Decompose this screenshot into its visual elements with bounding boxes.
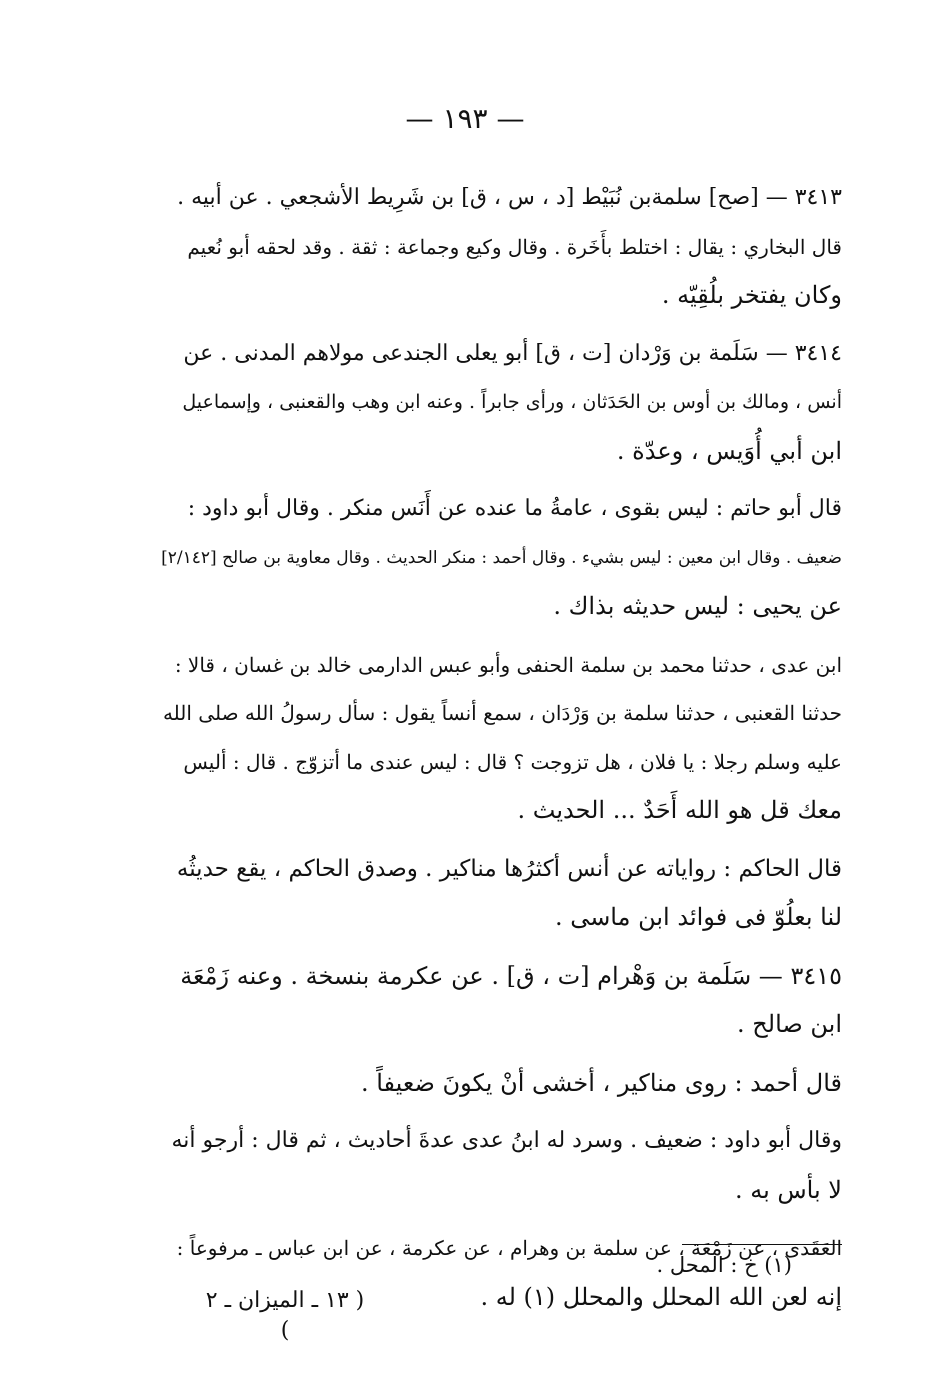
text-line: قال البخاري : يقال : اختلط بأَخَرة . وقال وكيع وجماعة : ثقة . وقد لحقه أبو نُعيم — [187, 234, 842, 259]
text-line: ابن أبي أُوَيس ، وعدّة . — [616, 436, 842, 465]
text-line: وقال أبو داود : ضعيف . وسرد له ابنُ عدى عدةَ أحاديث ، ثم قال : أرجو أنه — [171, 1128, 842, 1153]
text-line: ضعيف . وقال ابن معين : ليس بشيء . وقال أحمد : منكر الحديث . وقال معاوية بن صالح [٢/١٤٢] — [161, 547, 842, 568]
paragraph-abu-hatim — [160, 485, 842, 631]
text-line: عن يحيى : ليس حديثه بذاك . — [553, 592, 842, 620]
printer-signature: ( ١٣ ـ الميزان ـ ٢ ) — [205, 1288, 365, 1343]
footnote: (١) خ : المحل . — [656, 1253, 792, 1277]
page-body — [160, 170, 842, 1331]
entry-3414 — [160, 330, 842, 476]
text-line: أنس ، ومالك بن أوس بن الحَدَثان ، ورأى جابراً . وعنه ابن وهب والقعنبى ، وإسماعيل — [182, 391, 842, 413]
text-line: ابن صالح . — [737, 1010, 842, 1038]
text-line: قال الحاكم : رواياته عن أنس أكثرُها مناكير . وصدق الحاكم ، يقع حديثُه — [176, 855, 842, 882]
paragraph-al-hakim — [160, 845, 842, 942]
text-line: حدثنا القعنبى ، حدثنا سلمة بن وَرْدَان ، سمع أنساً يقول : سأل رسولُ الله صلى الله — [162, 701, 842, 725]
paragraph-abu-dawud — [160, 1117, 842, 1214]
text-line: معك قل هو الله أَحَدٌ ... الحديث . — [517, 796, 842, 824]
paragraph-ahmad — [160, 1059, 842, 1108]
text-line: إنه لعن الله المحلل والمحلل (١) له . — [480, 1282, 842, 1311]
entry-3413 — [160, 174, 842, 320]
text-line: ٣٤١٣ — [صح] سلمةبن نُبَيْط [د ، س ، ق] بن شَرِيط الأشجعي . عن أبيه . — [177, 185, 842, 210]
text-line: عليه وسلم رجلا : يا فلان ، هل تزوجت ؟ قال : ليس عندى ما أتزوّج . قال : أليس — [183, 749, 842, 774]
text-line: العَقَدى ، عن زَمْعَة ، عن سلمة بن وهرام ، عن عكرمة ، عن ابن عباس ـ مرفوعاً : — [176, 1236, 842, 1260]
text-line: ٣٤١٥ — سَلَمة بن وَهْرام [ت ، ق] . عن عكرمة بنسخة . وعنه زَمْعَة — [180, 961, 842, 990]
text-line: قال أبو حاتم : ليس بقوى ، عامةُ ما عنده عن أَنَس منكر . وقال أبو داود : — [187, 496, 842, 521]
page-number: — ١٩٣ — — [405, 102, 525, 135]
entry-3415 — [160, 952, 842, 1049]
text-line: وكان يفتخر بلُقِيّه . — [661, 281, 842, 309]
footnote-divider — [682, 1244, 842, 1245]
text-line: ابن عدى ، حدثنا محمد بن سلمة الحنفى وأبو عبس الدارمى خالد بن غسان ، قالا : — [174, 652, 842, 677]
text-line: قال أحمد : روى مناكير ، أخشى أنْ يكونَ ضعيفاً . — [360, 1068, 842, 1097]
text-line: لنا بعلُوّ فى فوائد ابن ماسى . — [554, 903, 842, 931]
paragraph-ibn-adi — [160, 641, 842, 835]
text-line: لا بأس به . — [734, 1175, 842, 1204]
text-line: ٣٤١٤ — سَلَمة بن وَرْدان [ت ، ق] أبو يعلى الجندعى مولاهم المدنى . عن — [183, 340, 842, 366]
